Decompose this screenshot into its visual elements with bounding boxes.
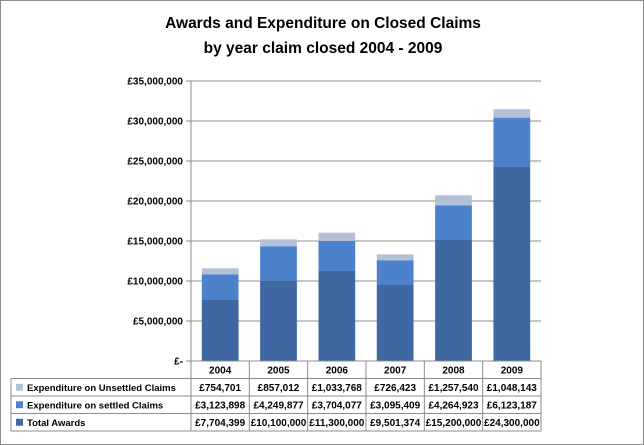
x-category-label: 2004 xyxy=(209,365,232,377)
y-tick-label: £10,000,000 xyxy=(127,276,183,288)
bar-segment xyxy=(260,239,297,246)
data-label: £3,095,409 xyxy=(370,400,421,412)
bar-segment xyxy=(377,260,414,285)
x-category-label: 2009 xyxy=(500,365,523,377)
data-label: £15,200,000 xyxy=(425,417,482,429)
data-label: £10,100,000 xyxy=(250,417,307,429)
x-category-label: 2006 xyxy=(325,365,348,377)
data-label: £1,033,768 xyxy=(311,382,362,394)
data-label: £3,704,077 xyxy=(311,400,362,412)
data-label: £9,501,374 xyxy=(370,417,421,429)
x-category-label: 2008 xyxy=(442,365,465,377)
bar-segment xyxy=(377,254,414,260)
data-label: £3,123,898 xyxy=(195,400,246,412)
y-tick-label: £25,000,000 xyxy=(127,156,183,168)
bar-segment xyxy=(435,205,472,239)
data-label: £11,300,000 xyxy=(309,417,365,429)
bar-segment xyxy=(202,268,239,274)
bar-segment xyxy=(435,239,472,361)
legend-label: Expenditure on settled Claims xyxy=(27,400,164,412)
legend-key xyxy=(16,384,23,391)
data-label: £4,264,923 xyxy=(428,400,479,412)
data-label: £1,048,143 xyxy=(486,382,537,394)
x-category-label: 2007 xyxy=(384,365,407,377)
stacked-bar-chart xyxy=(1,1,643,444)
data-label: £4,249,877 xyxy=(253,400,304,412)
chart-title-line-2: by year claim closed 2004 - 2009 xyxy=(203,40,443,57)
bar-segment xyxy=(493,109,530,117)
bar-segment xyxy=(435,195,472,205)
bar-segment xyxy=(202,299,239,361)
y-tick-label: £- xyxy=(174,356,183,368)
data-label: £857,012 xyxy=(257,382,300,394)
y-tick-label: £5,000,000 xyxy=(132,316,183,328)
bar-segment xyxy=(318,233,355,241)
x-category-label: 2005 xyxy=(267,365,290,377)
y-tick-label: £35,000,000 xyxy=(127,76,183,88)
y-tick-label: £15,000,000 xyxy=(127,236,183,248)
y-tick-label: £20,000,000 xyxy=(127,196,183,208)
bar-segment xyxy=(318,271,355,361)
data-label: £7,704,399 xyxy=(195,417,246,429)
legend-key xyxy=(16,401,23,408)
data-label: £24,300,000 xyxy=(484,417,540,429)
bar-segment xyxy=(493,118,530,167)
bar-segment xyxy=(493,167,530,361)
legend-label: Total Awards xyxy=(27,417,86,429)
data-label: £1,257,540 xyxy=(428,382,479,394)
legend-label: Expenditure on Unsettled Claims xyxy=(27,382,176,394)
data-label: £754,701 xyxy=(199,382,242,394)
bar-segment xyxy=(202,274,239,299)
data-label: £6,123,187 xyxy=(486,400,537,412)
y-tick-label: £30,000,000 xyxy=(127,116,183,128)
bar-segment xyxy=(377,285,414,361)
bar-segment xyxy=(318,241,355,271)
chart-title-line-1: Awards and Expenditure on Closed Claims xyxy=(165,15,481,32)
bar-segment xyxy=(260,280,297,361)
data-label: £726,423 xyxy=(374,382,417,394)
legend-key xyxy=(16,419,23,426)
bar-segment xyxy=(260,246,297,280)
